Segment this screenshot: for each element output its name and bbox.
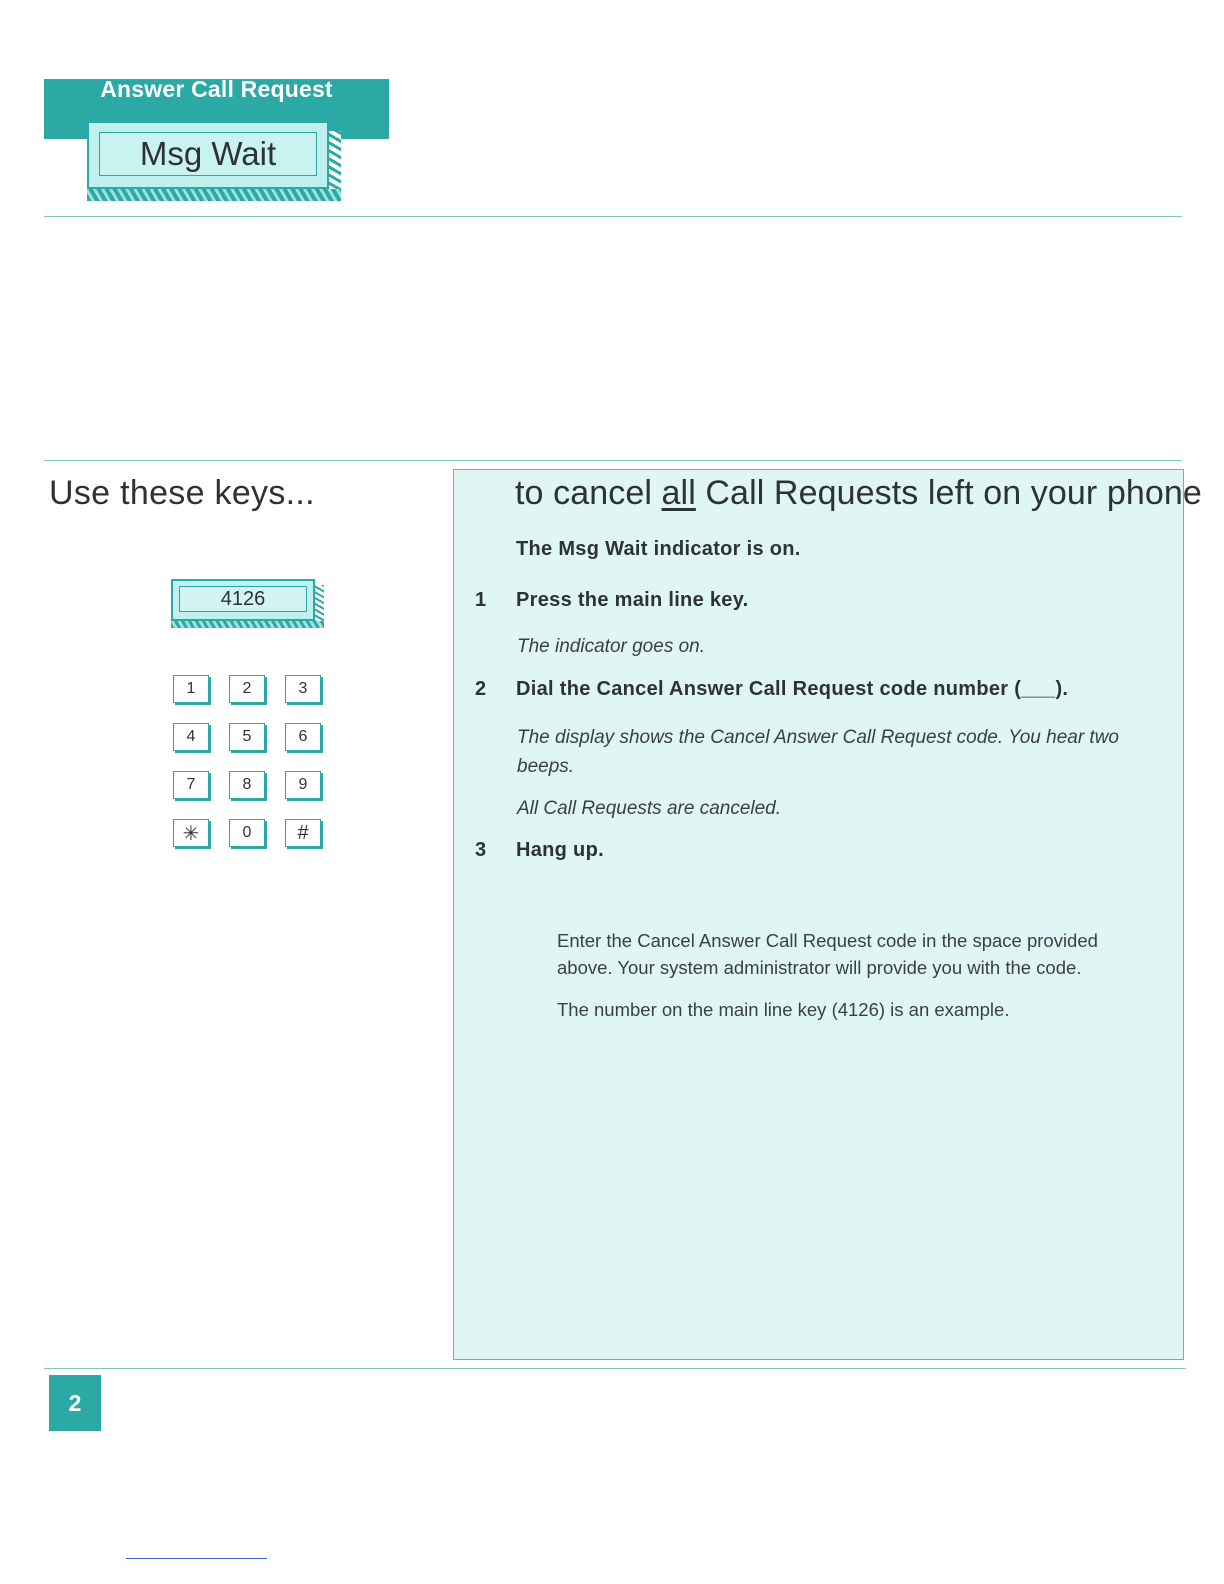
dial-key-5[interactable]: 5 [229, 723, 265, 751]
step-number: 1 [475, 589, 487, 611]
dial-key-6[interactable]: 6 [285, 723, 321, 751]
top-divider [44, 216, 1182, 217]
dial-key-4[interactable]: 4 [173, 723, 209, 751]
step-result: The indicator goes on. [517, 636, 706, 657]
dial-keypad [173, 675, 325, 847]
step-instruction: Dial the Cancel Answer Call Request code number (___). [516, 678, 1069, 700]
dial-key-2[interactable]: 2 [229, 675, 265, 703]
dial-key-1[interactable]: 1 [173, 675, 209, 703]
dial-key-0[interactable]: 0 [229, 819, 265, 847]
precondition-text: The Msg Wait indicator is on. [516, 538, 801, 560]
step-result: All Call Requests are canceled. [517, 798, 782, 819]
msg-wait-key-label: Msg Wait [99, 132, 317, 176]
msg-wait-key[interactable] [87, 121, 329, 189]
dial-key-pound[interactable]: # [285, 819, 321, 847]
procedure-note: Enter the Cancel Answer Call Request code in the space provided above. Your system administrator will provide you with the code. [557, 930, 1098, 978]
procedure-note: The number on the main line key (4126) is an example. [557, 999, 1010, 1020]
use-keys-heading: Use these keys... [49, 474, 315, 512]
link-underline [126, 1558, 267, 1559]
bottom-divider [44, 1368, 1186, 1369]
procedure-title-emphasis: all [661, 474, 696, 512]
step-instruction: Hang up. [516, 839, 604, 861]
dial-key-3[interactable]: 3 [285, 675, 321, 703]
msg-wait-key-shadow [87, 189, 341, 201]
dial-key-8[interactable]: 8 [229, 771, 265, 799]
step-number: 2 [475, 678, 487, 700]
procedure-title [515, 474, 1202, 513]
dial-key-9[interactable]: 9 [285, 771, 321, 799]
procedure-title-end: Call Requests left on your phone [695, 474, 1202, 512]
main-line-key[interactable] [171, 579, 315, 621]
main-line-key-label: 4126 [179, 586, 307, 612]
step-instruction: Press the main line key. [516, 589, 749, 611]
feature-title: Answer Call Request [100, 76, 333, 102]
section-divider [44, 460, 1182, 461]
step-number: 3 [475, 839, 487, 861]
dial-key-7[interactable]: 7 [173, 771, 209, 799]
main-line-key-shadow [171, 621, 324, 628]
page-number: 2 [49, 1375, 101, 1431]
procedure-title-start: to cancel [515, 474, 662, 512]
dial-key-star[interactable]: ✳ [173, 819, 209, 847]
step-result: The display shows the Cancel Answer Call Request code. You hear two beeps. [517, 727, 1119, 777]
